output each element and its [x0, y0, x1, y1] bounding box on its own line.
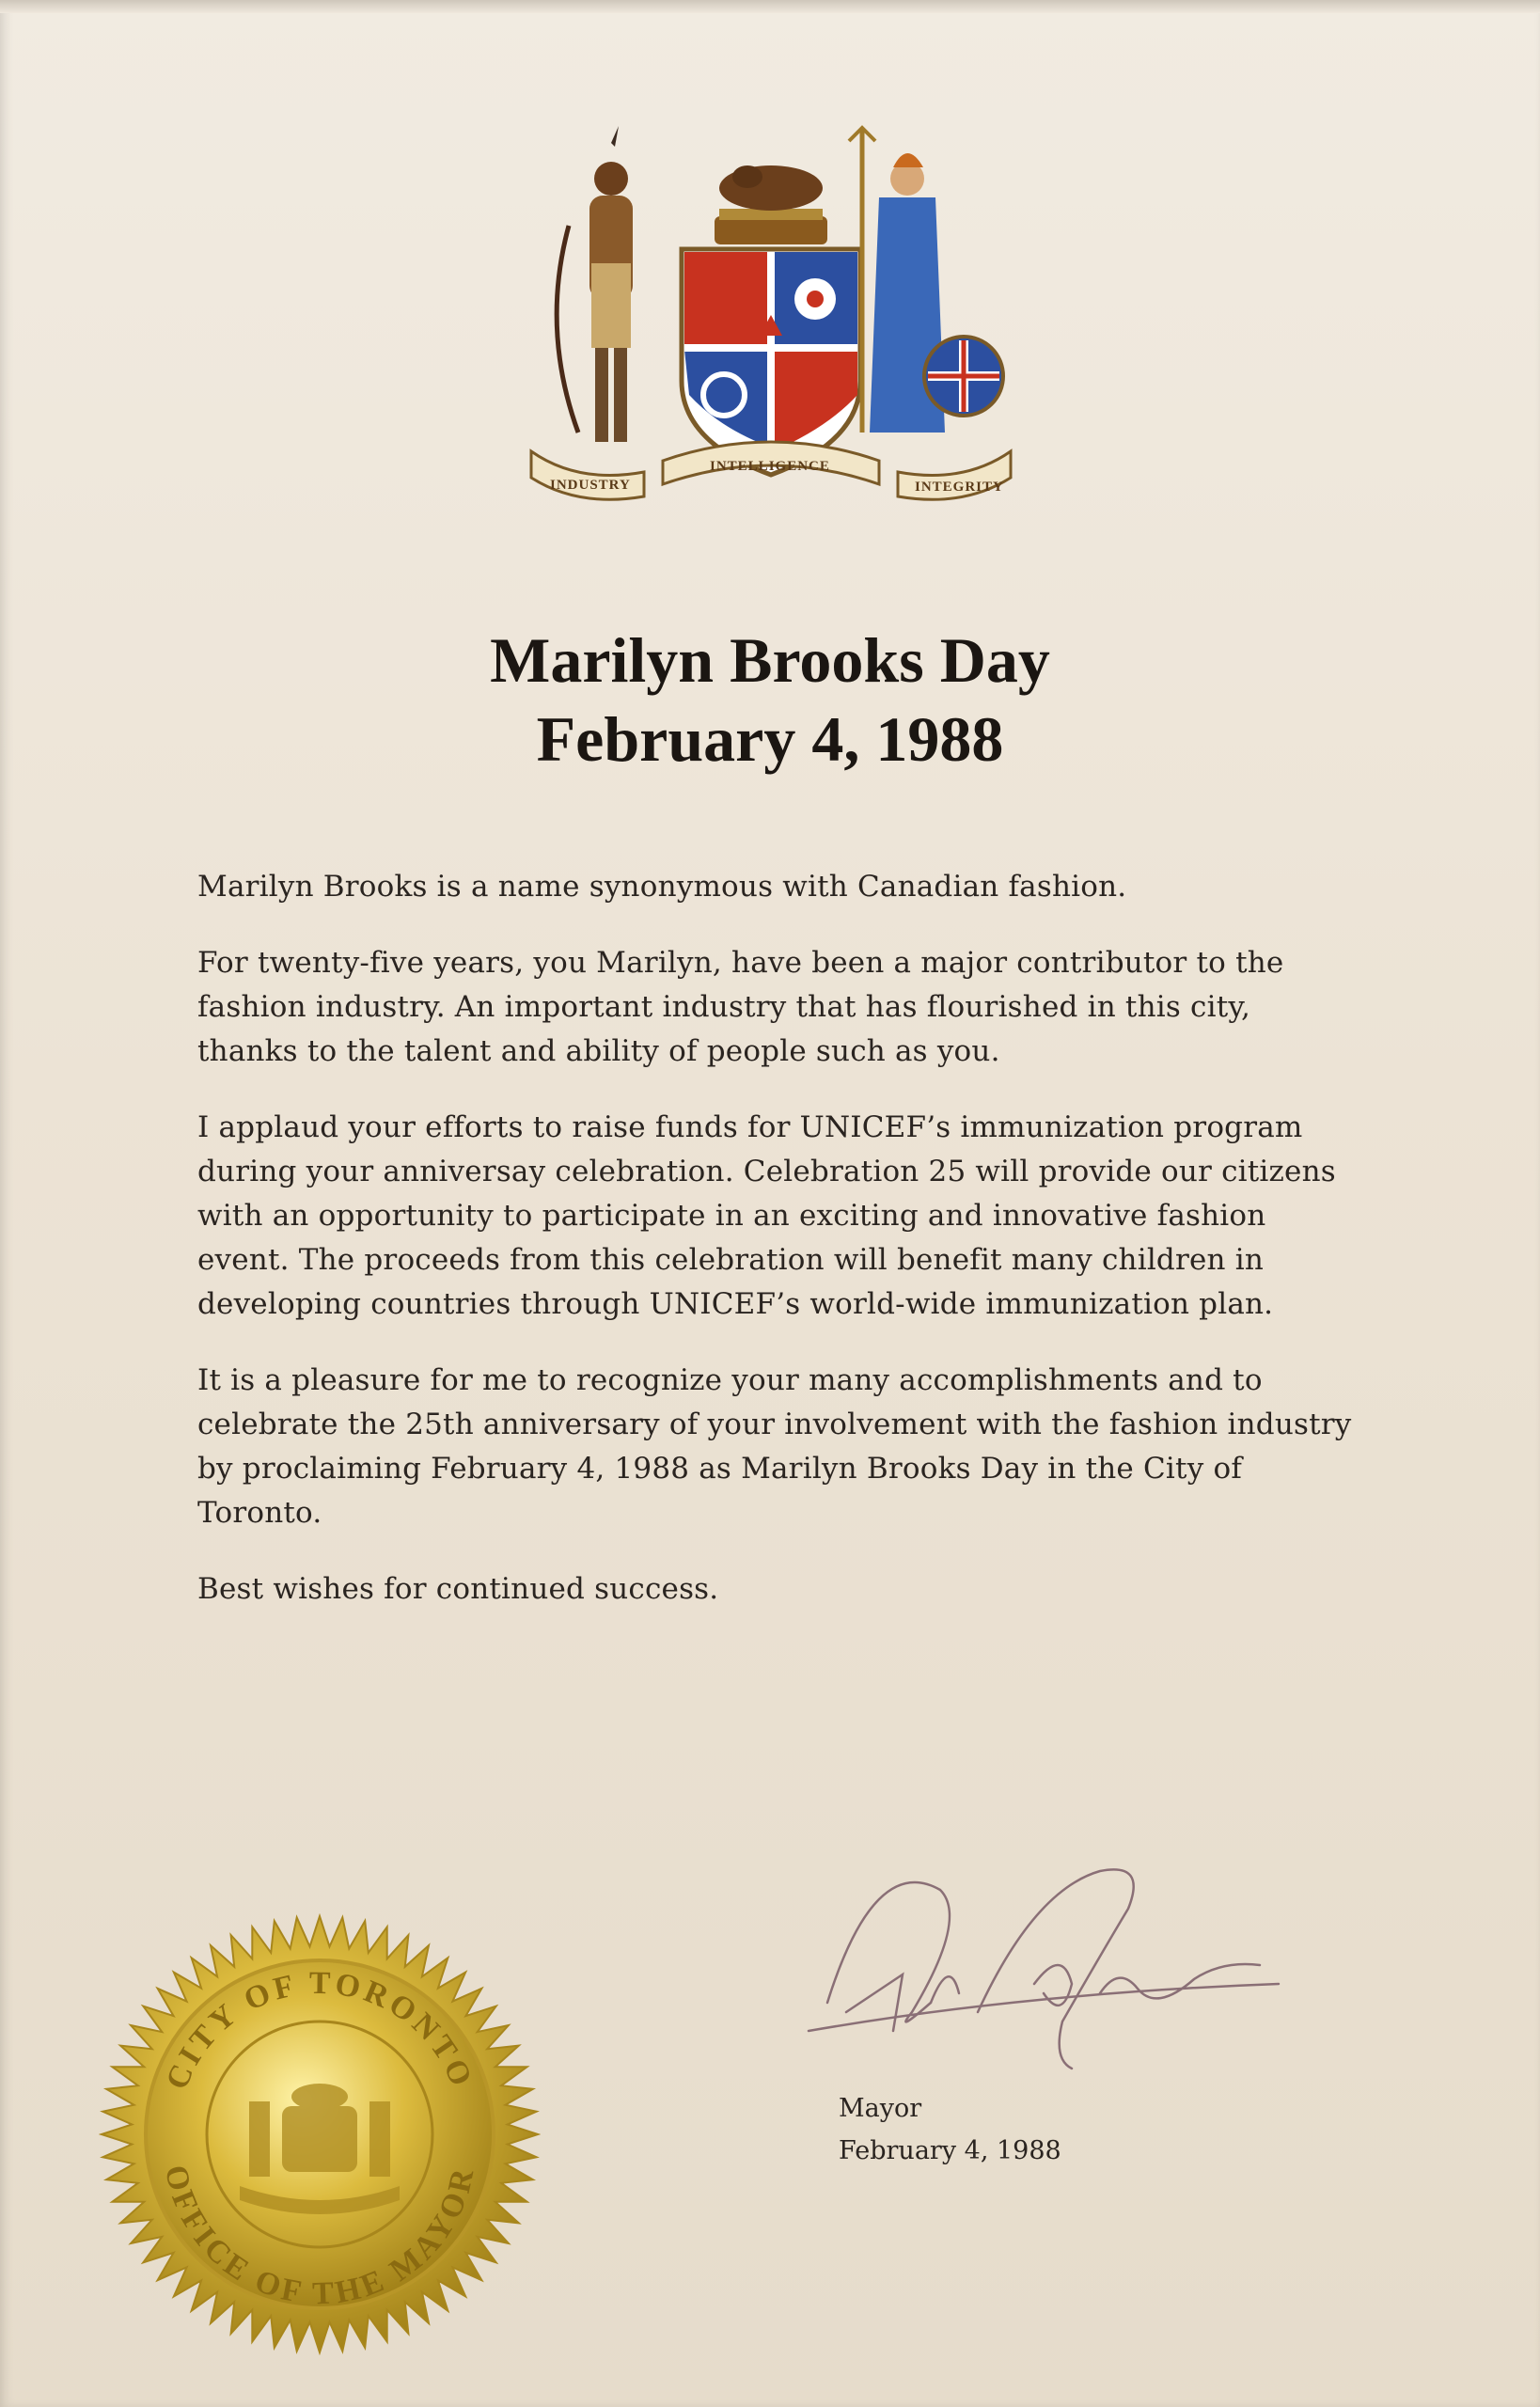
title-line-date: February 4, 1988: [536, 703, 1004, 775]
title-line-name: Marilyn Brooks Day: [490, 624, 1050, 696]
motto-integrity: INTEGRITY: [915, 480, 1004, 495]
body-paragraph: I applaud your efforts to raise funds for UNICEF’s immunization program during your anniversay celebration. Celebration 25 will provide our citizens with an opportunity to participate in an exciting and innovative fashion event. The proceeds from this celebration will benefit many children in developing countries through UNICEF’s world-wide immunization plan.: [197, 1110, 1336, 1321]
signature-block: [839, 2087, 1061, 2172]
paper-top-edge: [0, 0, 1540, 13]
gold-seal-icon: [99, 1913, 541, 2355]
body-paragraph: Marilyn Brooks is a name synonymous with Canadian fashion.: [197, 870, 1127, 904]
signer-title: Mayor: [839, 2094, 922, 2123]
toronto-coat-of-arms-icon: [522, 122, 1020, 517]
motto-industry: INDUSTRY: [550, 478, 631, 493]
proclamation-body: [197, 865, 1354, 1644]
signature-date: February 4, 1988: [839, 2136, 1061, 2165]
seal-top-text: CITY OF TORONTO: [159, 1965, 480, 2095]
body-paragraph: It is a pleasure for me to recognize your many accomplishments and to celebrate the 25th anniversary of your involvement with the fashion industry by proclaiming February 4, 1988 as Marilyn Brooks Day in the City of Toronto.: [197, 1363, 1352, 1530]
proclamation-title: [0, 621, 1540, 779]
mayor-signature: [790, 1833, 1297, 2116]
body-paragraph: For twenty-five years, you Marilyn, have been a major contributor to the fashion industry. An important industry that has flourished in this city, thanks to the talent and ability of people such as you.: [197, 946, 1284, 1068]
body-paragraph: Best wishes for continued success.: [197, 1572, 719, 1606]
seal-bottom-text: OFFICE OF THE MAYOR: [157, 2162, 482, 2312]
motto-intelligence: INTELLIGENCE: [710, 459, 830, 474]
